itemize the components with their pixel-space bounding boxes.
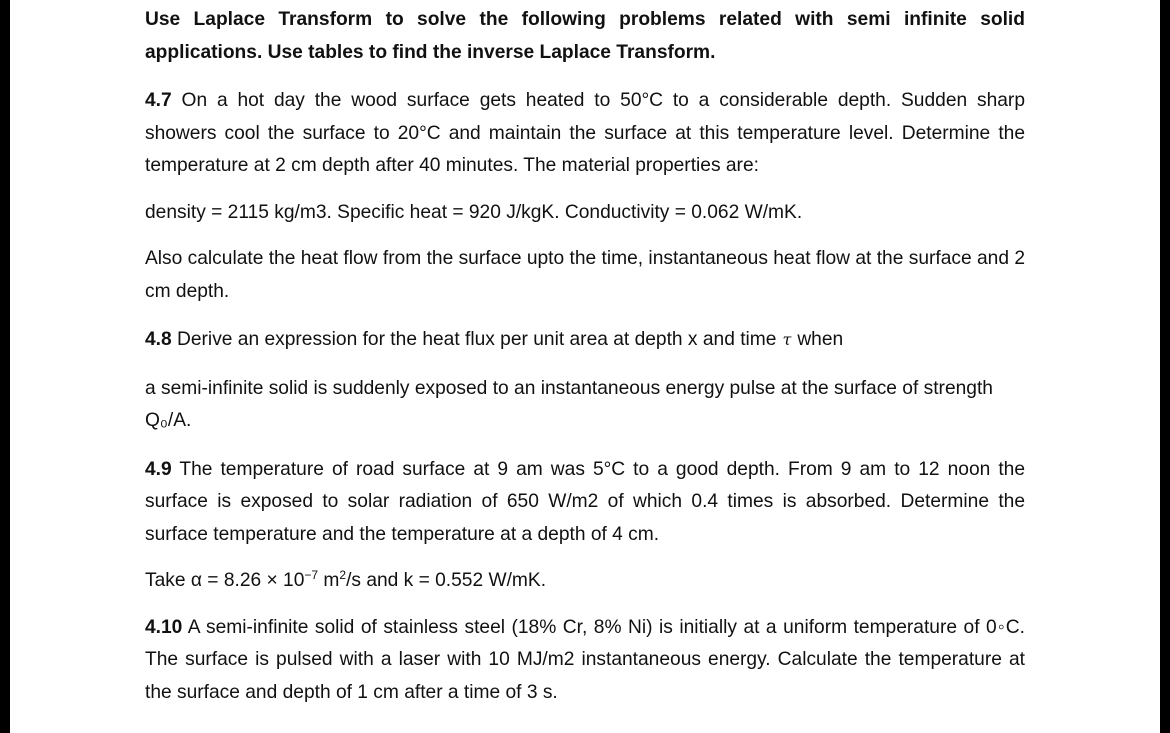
problem-number: 4.8: [145, 329, 172, 350]
constants-text: Take α = 8.26 × 10: [145, 570, 305, 591]
problem-4-8-continued: a semi-infinite solid is suddenly exposed to an instantaneous energy pulse at the surface of strength Q₀/A.: [145, 377, 993, 431]
constants-text-end: /s and k = 0.552 W/mK.: [346, 570, 547, 591]
problem-4-7: [145, 85, 1025, 183]
problem-4-8: [145, 324, 1025, 357]
problem-number: 4.10: [145, 616, 183, 638]
document-page: [10, 0, 1160, 733]
problem-text-when: when: [797, 329, 844, 350]
problem-4-7-also: Also calculate the heat flow from the surface upto the time, instantaneous heat flow at the surface and 2 cm depth.: [145, 248, 1025, 302]
problem-text: Derive an expression for the heat flux per unit area at depth x and time: [171, 329, 777, 350]
problem-4-9: [145, 454, 1025, 552]
squared: 2: [339, 568, 347, 582]
problem-text: On a hot day the wood surface gets heated to 50°C to a considerable depth. Sudden sharp showers cool the surface to 20°C and maintain the surface at this temperature level. Determine the temperature at 2 cm depth after 40 minutes. The material properties are:: [145, 90, 1025, 176]
problem-4-9-constants: [145, 565, 1025, 598]
problem-text: A semi-infinite solid of stainless steel (18% Cr, 8% Ni) is initially at a uniform temperature of 0◦C. The surface is pulsed with a laser with 10 MJ/m2 instantaneous energy. Calculate the temperature at the surface and depth of 1 cm after a time of 3 s.: [145, 616, 1025, 703]
tau-symbol: τ: [782, 330, 792, 349]
instructions-heading: Use Laplace Transform to solve the following problems related with semi infinite solid applications. Use tables to find the inverse Laplace Transform.: [145, 9, 1025, 63]
problem-number: 4.9: [145, 458, 172, 480]
problem-number: 4.7: [145, 90, 172, 111]
document-content: [145, 4, 1025, 709]
problem-4-7-properties: density = 2115 kg/m3. Specific heat = 920 J/kgK. Conductivity = 0.062 W/mK.: [145, 201, 803, 223]
exponent: −7: [304, 568, 319, 582]
problem-text: The temperature of road surface at 9 am was 5°C to a good depth. From 9 am to 12 noon the surface is exposed to solar radiation of 650 W/m2 of which 0.4 times is absorbed. Determine the surface temperature and the temperature at a depth of 4 cm.: [145, 458, 1025, 545]
unit-text: m: [318, 570, 340, 591]
problem-4-10: [145, 612, 1025, 710]
